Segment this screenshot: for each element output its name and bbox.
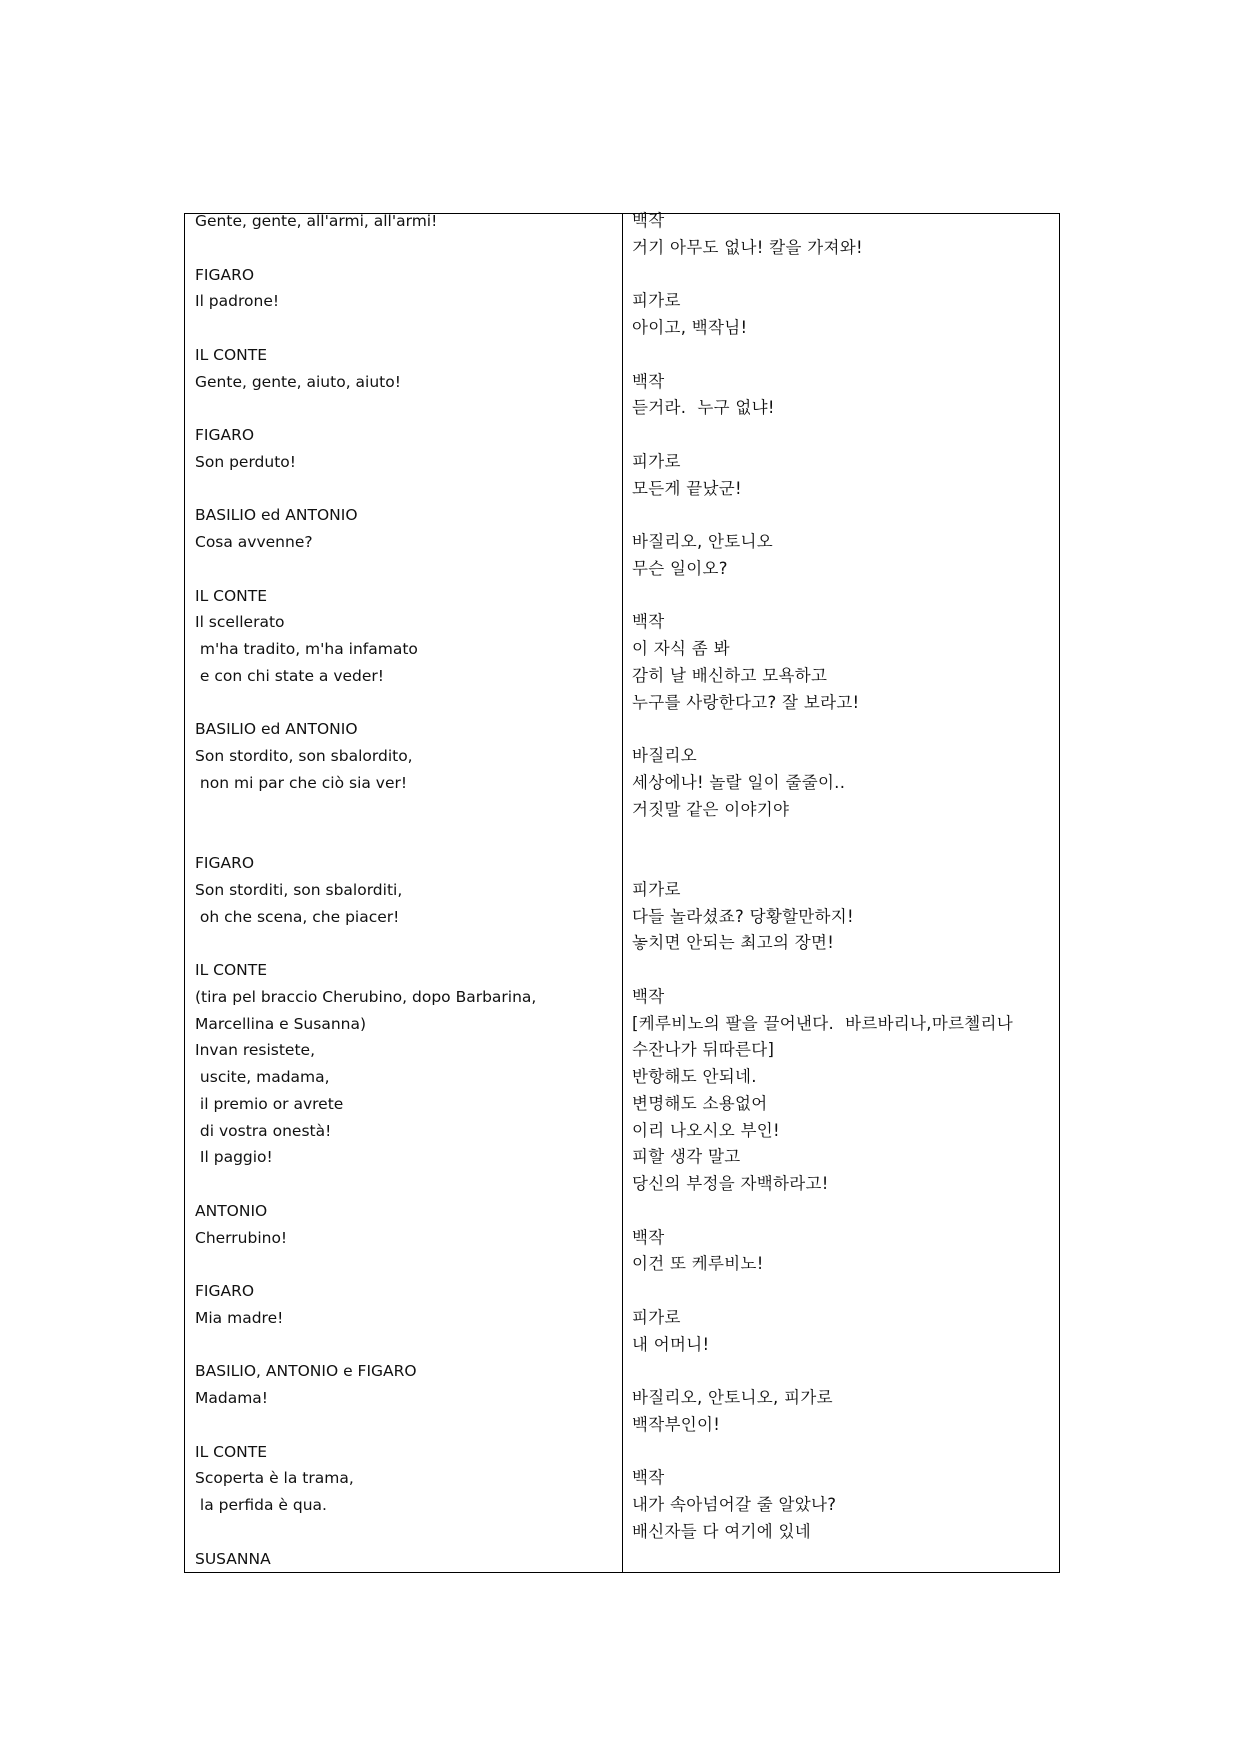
korean-line: 거기 아무도 없나! 칼을 가져와! xyxy=(632,237,863,257)
korean-line: 당신의 부정을 자백하라고! xyxy=(632,1174,829,1193)
italian-line xyxy=(195,235,615,262)
italian-line xyxy=(195,315,615,342)
italian-line: m'ha tradito, m'ha infamato xyxy=(195,640,418,658)
korean-line: 바질리오, 안토니오, 피가로 xyxy=(632,1388,833,1407)
korean-line: 피가로 xyxy=(632,1307,681,1327)
korean-line: 바질리오 xyxy=(632,746,697,765)
italian-line: Madama! xyxy=(195,1389,269,1407)
italian-line: SUSANNA xyxy=(195,1549,271,1568)
italian-line: Son storditi, son sbalorditi, xyxy=(195,880,403,899)
korean-line xyxy=(632,422,1052,449)
korean-line: 이 자식 좀 봐 xyxy=(632,639,730,658)
korean-line: 이리 나오시오 부인! xyxy=(632,1120,780,1140)
italian-line: Cosa avvenne? xyxy=(195,533,313,551)
italian-line: IL CONTE xyxy=(195,1442,268,1461)
korean-line xyxy=(632,1439,1052,1466)
italian-line: BASILIO ed ANTONIO xyxy=(195,720,358,739)
korean-line xyxy=(632,502,1052,529)
column-divider xyxy=(622,214,623,1572)
italian-line: (tira pel braccio Cherubino, dopo Barbarina, xyxy=(195,987,537,1006)
korean-line: 다들 놀라셨죠? 당황할만하지! xyxy=(632,906,854,926)
italian-line: Invan resistete, xyxy=(195,1041,315,1060)
italian-line: Gente, gente, all'armi, all'armi! xyxy=(195,212,438,230)
italian-line: IL CONTE xyxy=(195,345,268,364)
korean-line: 백작 xyxy=(632,612,665,632)
korean-line xyxy=(632,262,1052,289)
italian-line: oh che scena, che piacer! xyxy=(195,907,400,926)
italian-line xyxy=(195,556,615,583)
korean-line: 듣거라. 누구 없냐! xyxy=(632,398,775,418)
italian-line xyxy=(195,930,615,957)
korean-line xyxy=(632,850,1052,877)
italian-line xyxy=(195,1251,615,1278)
korean-line: 백작 xyxy=(632,371,665,391)
korean-line xyxy=(632,342,1052,369)
italian-line: Scoperta è la trama, xyxy=(195,1469,354,1488)
korean-line: 거짓말 같은 이야기야 xyxy=(632,799,790,819)
korean-line: 피가로 xyxy=(632,451,681,471)
italian-line: Son perduto! xyxy=(195,452,296,471)
korean-line: 바질리오, 안토니오 xyxy=(632,532,774,551)
korean-line: 변명해도 소용없어 xyxy=(632,1093,768,1113)
italian-line xyxy=(195,823,615,850)
italian-line xyxy=(195,1332,615,1359)
italian-line: e con chi state a veder! xyxy=(195,666,385,685)
italian-line: ANTONIO xyxy=(195,1201,268,1220)
libretto-table xyxy=(184,213,1060,1573)
korean-line: 수잔나가 뒤따른다] xyxy=(632,1040,775,1060)
italian-line: IL CONTE xyxy=(195,586,268,605)
italian-line: Son stordito, son sbalordito, xyxy=(195,747,413,765)
korean-line: 내가 속아넘어갈 줄 알았나? xyxy=(632,1495,837,1514)
korean-line: 세상에나! 놀랄 일이 줄줄이.. xyxy=(632,772,846,792)
korean-line xyxy=(632,1198,1052,1225)
korean-line: 백작 xyxy=(632,1227,665,1247)
korean-line: 이건 또 케루비노! xyxy=(632,1254,764,1274)
italian-column xyxy=(195,208,615,1572)
korean-line: 누구를 사랑한다고? 잘 보라고! xyxy=(632,692,860,712)
italian-line: Il scellerato xyxy=(195,613,285,632)
italian-line: FIGARO xyxy=(195,854,255,872)
italian-line: FIGARO xyxy=(195,426,255,444)
korean-line: 반항해도 안되네. xyxy=(632,1067,757,1086)
korean-line xyxy=(632,716,1052,743)
italian-line xyxy=(195,1412,615,1439)
korean-line xyxy=(632,1278,1052,1305)
italian-line: di vostra onestà! xyxy=(195,1121,332,1140)
korean-line: 백작 xyxy=(632,986,665,1006)
korean-line: 백작부인이! xyxy=(632,1414,721,1434)
korean-line: 배신자들 다 여기에 있네 xyxy=(632,1521,812,1541)
korean-line xyxy=(632,583,1052,610)
italian-line: Mia madre! xyxy=(195,1308,284,1327)
korean-line: 놓치면 안되는 최고의 장면! xyxy=(632,933,835,953)
italian-line: FIGARO xyxy=(195,265,255,284)
italian-line: Il paggio! xyxy=(195,1148,273,1167)
italian-line: BASILIO, ANTONIO e FIGARO xyxy=(195,1362,417,1381)
italian-line: la perfida è qua. xyxy=(195,1496,327,1514)
italian-line: Marcellina e Susanna) xyxy=(195,1014,367,1033)
korean-line xyxy=(632,1358,1052,1385)
italian-line: FIGARO xyxy=(195,1282,255,1300)
korean-line: 백작 xyxy=(632,1468,665,1488)
korean-line: [케루비노의 팔을 끌어낸다. 바르바리나,마르첼리나 xyxy=(632,1013,1014,1033)
korean-line: 피할 생각 말고 xyxy=(632,1147,741,1167)
italian-line xyxy=(195,476,615,503)
italian-line: non mi par che ciò sia ver! xyxy=(195,773,408,792)
korean-line xyxy=(632,823,1052,850)
korean-line: 아이고, 백작님! xyxy=(632,318,748,337)
korean-line: 피가로 xyxy=(632,291,681,311)
italian-line xyxy=(195,797,615,824)
italian-line xyxy=(195,1171,615,1198)
italian-line: IL CONTE xyxy=(195,961,268,979)
korean-column xyxy=(632,208,1052,1546)
italian-line: Gente, gente, aiuto, aiuto! xyxy=(195,372,401,391)
italian-line: BASILIO ed ANTONIO xyxy=(195,506,358,525)
korean-line: 모든게 끝났군! xyxy=(632,478,742,498)
italian-line: Cherrubino! xyxy=(195,1228,288,1247)
korean-line: 무슨 일이오? xyxy=(632,558,728,578)
korean-line: 피가로 xyxy=(632,879,681,899)
italian-line: Il padrone! xyxy=(195,292,280,311)
korean-line xyxy=(632,957,1052,984)
italian-line xyxy=(195,1519,615,1546)
italian-line: uscite, madama, xyxy=(195,1068,330,1086)
korean-line: 내 어머니! xyxy=(632,1334,710,1354)
italian-line xyxy=(195,690,615,717)
italian-line xyxy=(195,395,615,422)
korean-line: 감히 날 배신하고 모욕하고 xyxy=(632,665,828,685)
korean-line: 백작 xyxy=(632,211,665,230)
italian-line: il premio or avrete xyxy=(195,1094,344,1113)
